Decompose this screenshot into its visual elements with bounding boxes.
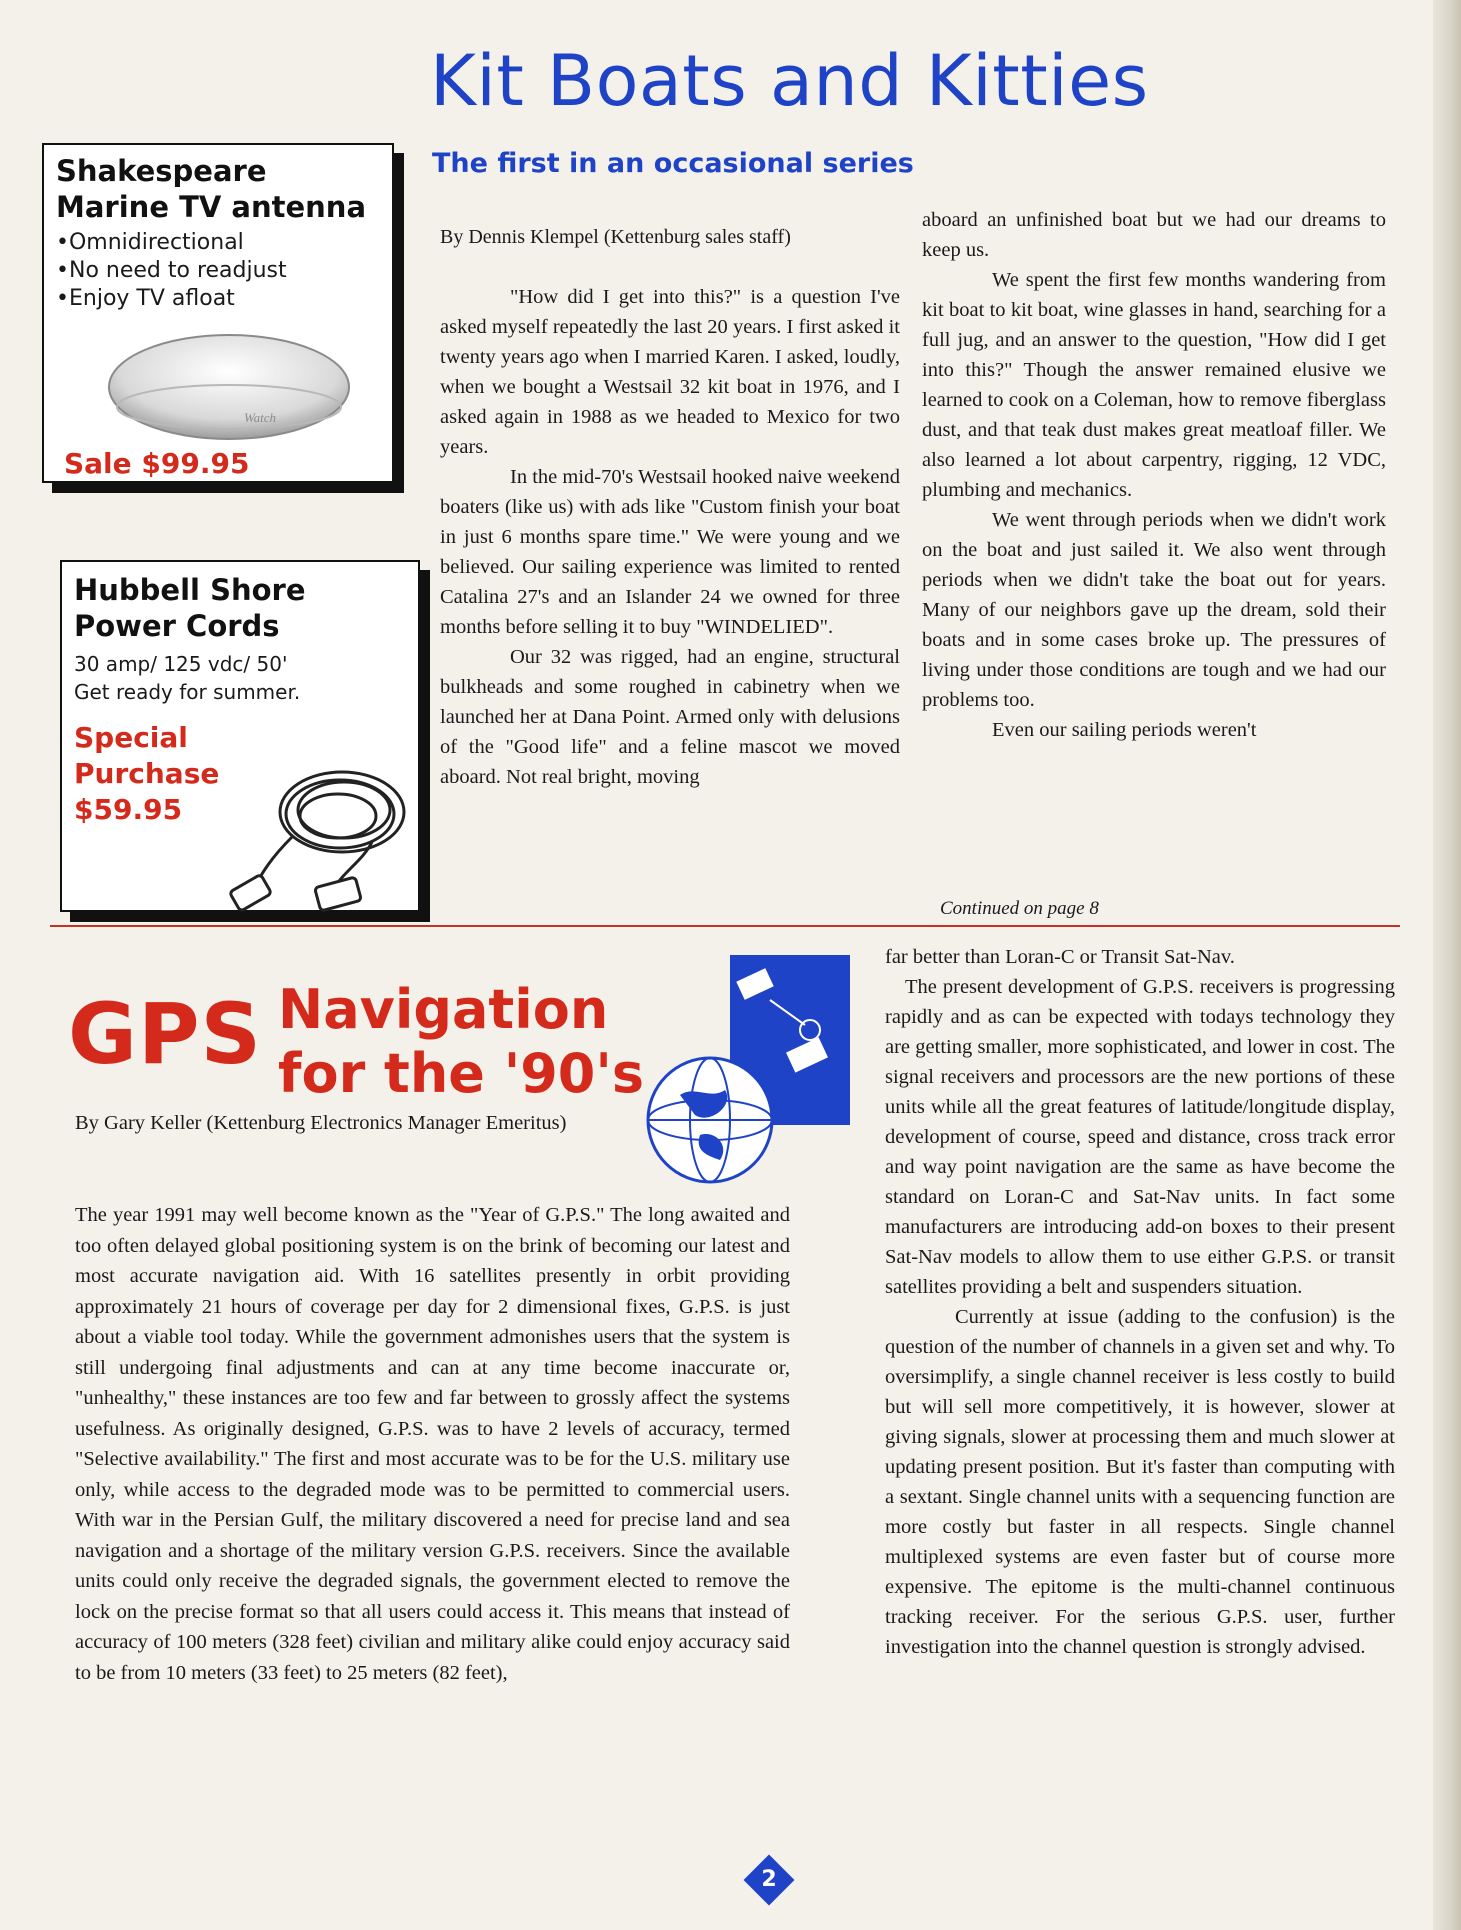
paragraph: The year 1991 may well become known as the "Year of G.P.S." The long awaited and too often delayed global positioning system is on the brink of becoming our latest and most accurate navigation aid. With 16 satellites presently in orbit providing approximately 21 hours of coverage per day for 2 dimensional fixes, G.P.S. is just about a viable tool today. While the government admonishes users that the system is still undergoing final adjustments and can at any time become inaccurate or, "unhealthy," these instances are too few and far between to grossly affect the systems usefulness. As originally designed, G.P.S. was to have 2 levels of accuracy, termed "Selective availability." The first and most accurate was to be for the U.S. military use only, while access to the degraded mode was to be permitted to commercial users. With war in the Persian Gulf, the military discovered a need for precise land and sea navigation and a shortage of the military version G.P.S. receivers. Since the available units could only receive the degraded signals, the government elected to remove the lock on the precise format so that all users could access it. This means that instead of accuracy of 100 meters (328 feet) civilian and military alike could enjoy accuracy said to be from 10 meters (33 feet) to 25 meters (82 feet), [75, 1204, 790, 1684]
ad-price: Sale $99.95 [64, 447, 250, 480]
paragraph: The present development of G.P.S. receivers is progressing rapidly and as can be expected with todays technology they are getting smaller, more sophisticated, and lower in cost. The signal receivers and processors are the new portions of these units while all the great features of latitude/longitude display, development of course, speed and distance, cross track error and way point navigation are the same as have become the standard on Loran-C and Sat-Nav units. In fact some manufacturers are introducing add-on boxes to their present Sat-Nav models to allow them to use either G.P.S. or transit satellites providing a belt and suspenders situation. [885, 976, 1395, 1298]
article-byline: By Dennis Klempel (Kettenburg sales staff) [440, 226, 791, 248]
product-label: Watch [244, 410, 277, 425]
power-cord-image [222, 742, 412, 912]
ad-shakespeare [42, 143, 394, 483]
ad-hubbell [60, 560, 420, 912]
article2-column2 [885, 942, 1395, 1662]
ad-tagline: Get ready for summer. [74, 680, 301, 704]
paragraph: "How did I get into this?" is a question I've asked myself repeatedly the last 20 years. I first asked it twenty years ago when I married Karen. I asked, loudly, when we bought a Westsail 32 kit boat in 1976, and I asked again in 1988 as we headed to Mexico for two years. [440, 286, 900, 458]
paragraph: far better than Loran-C or Transit Sat-Nav. [885, 946, 1235, 968]
paragraph: aboard an unfinished boat but we had our dreams to keep us. [922, 209, 1386, 261]
gps-title-line2: for the '90's [278, 1042, 645, 1105]
paragraph: In the mid-70's Westsail hooked naive weekend boaters (like us) with ads like "Custom finish your boat in just 6 months spare time." We were young and we believed. Our sailing experience was limited to rented Catalina 27's and an Islander 24 we owned for three months before selling it to buy "WINDELIED". [440, 466, 900, 638]
ad-title-line2: Power Cords [74, 609, 280, 643]
page-number-badge [744, 1855, 795, 1906]
page-edge [1433, 0, 1461, 1930]
article2-column1 [75, 1200, 790, 1688]
tv-antenna-image [104, 325, 354, 445]
ad-feature-list [56, 229, 380, 313]
ad-specs: 30 amp/ 125 vdc/ 50' [74, 652, 288, 676]
gps-title-line1: Navigation [278, 978, 609, 1041]
gps-title-navigation [278, 978, 644, 1106]
ad-feature: • Enjoy TV afloat [56, 285, 380, 313]
gps-title: GPS [68, 985, 263, 1083]
article1-column1 [440, 222, 900, 792]
ad-title-line2: Marine TV antenna [56, 190, 367, 224]
article2-byline [75, 1108, 635, 1138]
article1-column2 [922, 205, 1386, 745]
paragraph: Currently at issue (adding to the confusion) is the question of the number of channels in a given set and why. To oversimplify, a single channel receiver is less costly to build but will sell more competitively, it is however, slower at giving signals, slower at processing them and much slower at updating present position. But it's faster than computing with a sextant. Single channel units with a sequencing function are more costly but faster in all respects. Single channel multiplexed systems are even faster but of course more expensive. The epitome is the multi-channel continuous tracking receiver. For the serious G.P.S. user, further investigation into the channel question is strongly advised. [885, 1306, 1395, 1658]
paragraph: Our 32 was rigged, had an engine, structural bulkheads and some roughed in cabinetry when we launched her at Dana Point. Armed only with delusions of the "Good life" and a feline mascot we moved aboard. Not real bright, moving [440, 646, 900, 788]
ad-feature: • No need to readjust [56, 257, 380, 285]
article-byline: By Gary Keller (Kettenburg Electronics Manager Emeritus) [75, 1112, 567, 1134]
ad-promo-special: Special [74, 721, 188, 754]
paragraph: Even our sailing periods weren't [992, 719, 1257, 741]
continued-note: Continued on page 8 [940, 898, 1099, 919]
ad-price: $59.95 [74, 793, 183, 826]
section-divider [50, 925, 1400, 927]
ad-promo-purchase: Purchase [74, 757, 220, 790]
paragraph: We went through periods when we didn't work on the boat and just sailed it. We also went through periods when we didn't take the boat out for years. Many of our neighbors gave up the dream, sold their boats and in some cases broke up. The pressures of living under those conditions are tough and we had our problems too. [922, 509, 1386, 711]
article-title: Kit Boats and Kitties [430, 40, 1149, 122]
page-number: 2 [761, 1867, 777, 1892]
ad-feature: • Omnidirectional [56, 229, 380, 257]
ad-title-line1: Shakespeare [56, 154, 267, 188]
paragraph: We spent the first few months wandering from kit boat to kit boat, wine glasses in hand, searching for a full jug, and an answer to the question, "How did I get into this?" Though the answer remained elusive we learned to cook on a Coleman, how to remove fiberglass dust, and that teak dust makes great meatloaf filler. We also learned a lot about carpentry, rigging, 12 VDC, plumbing and mechanics. [922, 269, 1386, 501]
satellite-globe-illustration [640, 955, 880, 1195]
ad-title-line1: Hubbell Shore [74, 573, 306, 607]
article-subtitle: The first in an occasional series [432, 148, 914, 179]
